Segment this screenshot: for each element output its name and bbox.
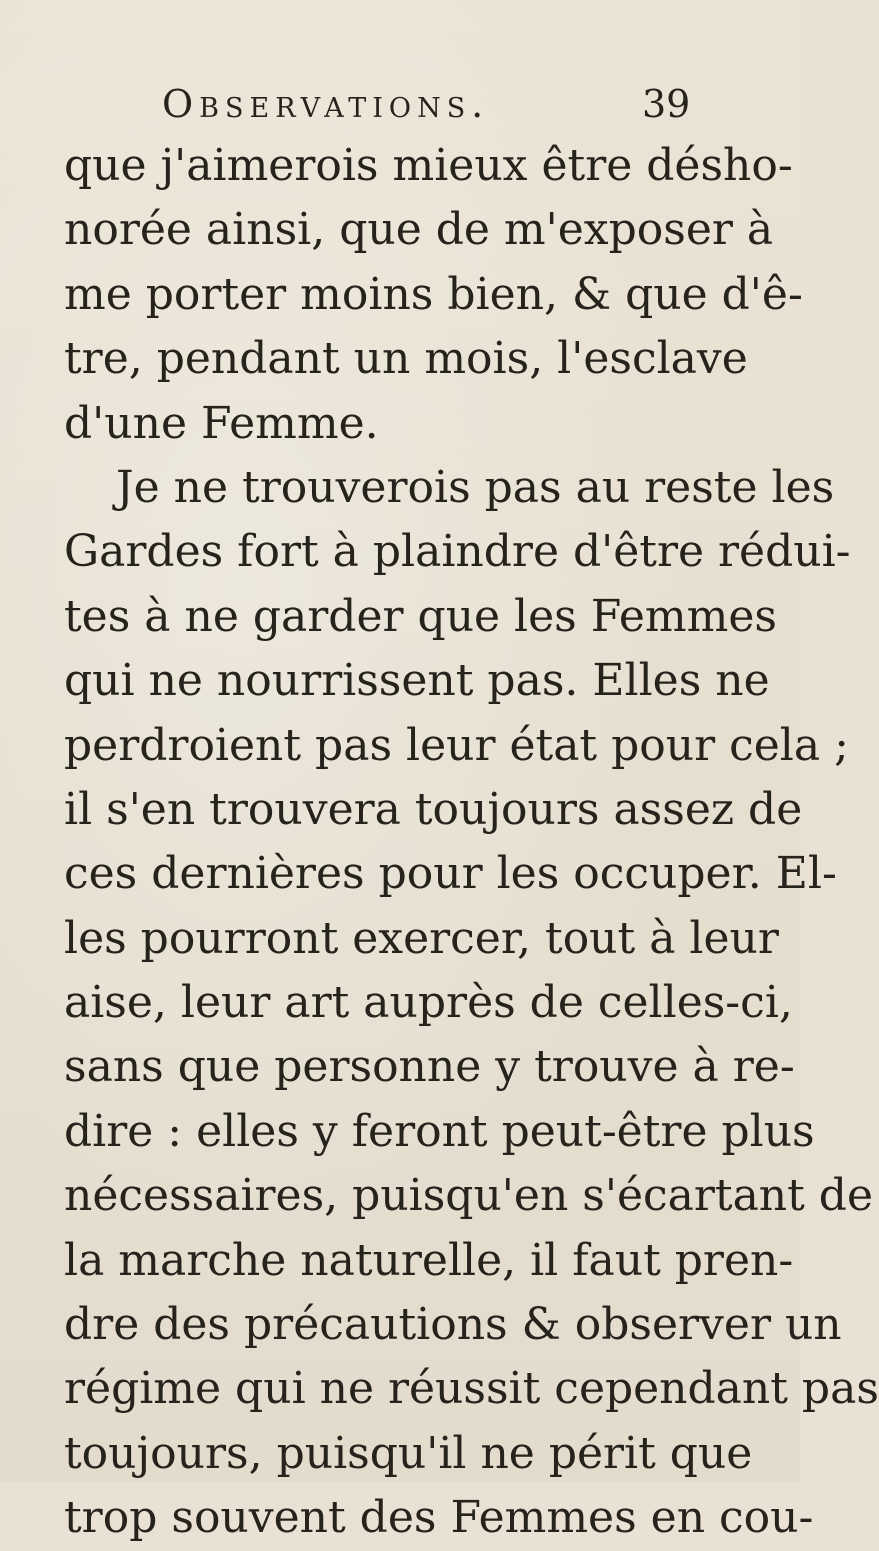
text-line: régime qui ne réussit cependant pas [64,1363,879,1415]
text-line: Gardes fort à plaindre d'être rédui- [64,526,851,578]
text-line: dre des précautions & observer un [64,1299,842,1351]
text-line: tes à ne garder que les Femmes [64,590,777,642]
text-line: norée ainsi, que de m'exposer à [64,204,774,256]
text-line: il s'en trouvera toujours assez de [64,783,803,835]
text-line: ces dernières pour les occuper. El- [64,848,837,900]
text-line: sans que personne y trouve à re- [64,1041,795,1093]
page-header [162,74,762,134]
text-line: d'une Femme. [64,397,379,449]
text-line: la marche naturelle, il faut pren- [64,1234,794,1286]
text-line: trop souvent des Femmes en cou- [64,1492,814,1544]
page-number: 39 [642,82,691,126]
text-line: aise, leur art auprès de celles-ci, [64,977,793,1029]
text-line: dire : elles y feront peut-être plus [64,1105,815,1157]
body-text [64,134,879,1551]
text-line: perdroient pas leur état pour cela ; [64,719,849,771]
text-line: qui ne nourrissent pas. Elles ne [64,655,770,707]
text-line: toujours, puisqu'il ne périt que [64,1427,753,1479]
text-line: nécessaires, puisqu'en s'écartant de [64,1170,874,1222]
text-line: les pourront exercer, tout à leur [64,912,779,964]
text-line: que j'aimerois mieux être désho- [64,140,793,191]
text-line: tre, pendant un mois, l'esclave [64,333,748,385]
text-line: me porter moins bien, & que d'ê- [64,268,803,320]
paragraph-start-line: Je ne trouverois pas au reste les [116,461,835,513]
running-title: Observations. [162,82,490,126]
